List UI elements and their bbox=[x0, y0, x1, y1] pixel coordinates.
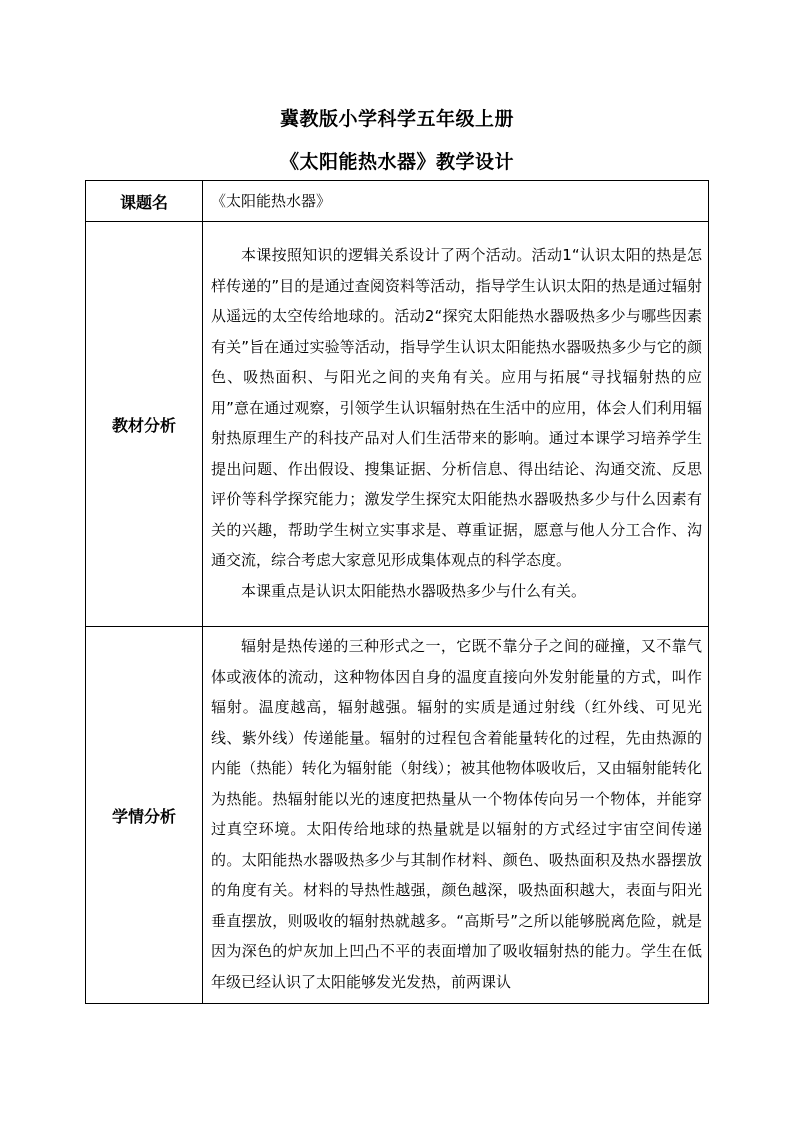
material-analysis-label: 教材分析 bbox=[86, 222, 203, 627]
learner-analysis-label: 学情分析 bbox=[86, 627, 203, 1004]
topic-label: 课题名 bbox=[86, 181, 203, 222]
table-row-material-analysis bbox=[86, 222, 709, 627]
learner-analysis-content bbox=[203, 627, 709, 1004]
table-row-topic bbox=[86, 181, 709, 222]
material-analysis-paragraph: 本课按照知识的逻辑关系设计了两个活动。活动1“认识太阳的热是怎样传递的”目的是通过查阅资料等活动，指导学生认识太阳的热是通过辐射从遥远的太空传给地球的。活动2“探究太阳能热水器吸热多少与哪些因素有关”旨在通过实验等活动，指导学生认识太阳能热水器吸热多少与它的颜色、吸热面积、与阳光之间的夹角有关。应用与拓展“寻找辐射热的应用”意在通过观察，引领学生认识辐射热在生活中的应用，体会人们利用辐射热原理生产的科技产品对人们生活带来的影响。通过本课学习培养学生提出问题、作出假设、搜集证据、分析信息、得出结论、沟通交流、反思评价等科学探究能力；激发学生探究太阳能热水器吸热多少与什么因素有关的兴趣，帮助学生树立实事求是、尊重证据，愿意与他人分工合作、沟通交流，综合考虑大家意见形成集体观点的科学态度。 bbox=[211, 246, 702, 569]
topic-value: 《太阳能热水器》 bbox=[203, 181, 709, 222]
learner-analysis-paragraph: 辐射是热传递的三种形式之一，它既不靠分子之间的碰撞，又不靠气体或液体的流动，这种物体因自身的温度直接向外发射能量的方式，叫作辐射。温度越高，辐射越强。辐射的实质是通过射线（红外线、可见光线、紫外线）传递能量。辐射的过程包含着能量转化的过程，先由热源的内能（热能）转化为辐射能（射线）；被其他物体吸收后，又由辐射能转化为热能。热辐射能以光的速度把热量从一个物体传向另一个物体，并能穿过真空环境。太阳传给地球的热量就是以辐射的方式经过宇宙空间传递的。太阳能热水器吸热多少与其制作材料、颜色、吸热面积及热水器摆放的角度有关。材料的导热性越强，颜色越深，吸热面积越大，表面与阳光垂直摆放，则吸收的辐射热就越多。“高斯号”之所以能够脱离危险，就是因为深色的炉灰加上凹凸不平的表面增加了吸收辐射热的能力。学生在低年级已经认识了太阳能够发光发热，前两课认 bbox=[211, 637, 702, 991]
material-analysis-content bbox=[203, 222, 709, 627]
document-title: 冀教版小学科学五年级上册 bbox=[279, 108, 514, 130]
document-subtitle: 《太阳能热水器》教学设计 bbox=[279, 151, 514, 173]
material-analysis-key-point: 本课重点是认识太阳能热水器吸热多少与什么有关。 bbox=[241, 581, 587, 600]
lesson-plan-table bbox=[85, 180, 709, 1004]
table-row-learner-analysis bbox=[86, 627, 709, 1004]
